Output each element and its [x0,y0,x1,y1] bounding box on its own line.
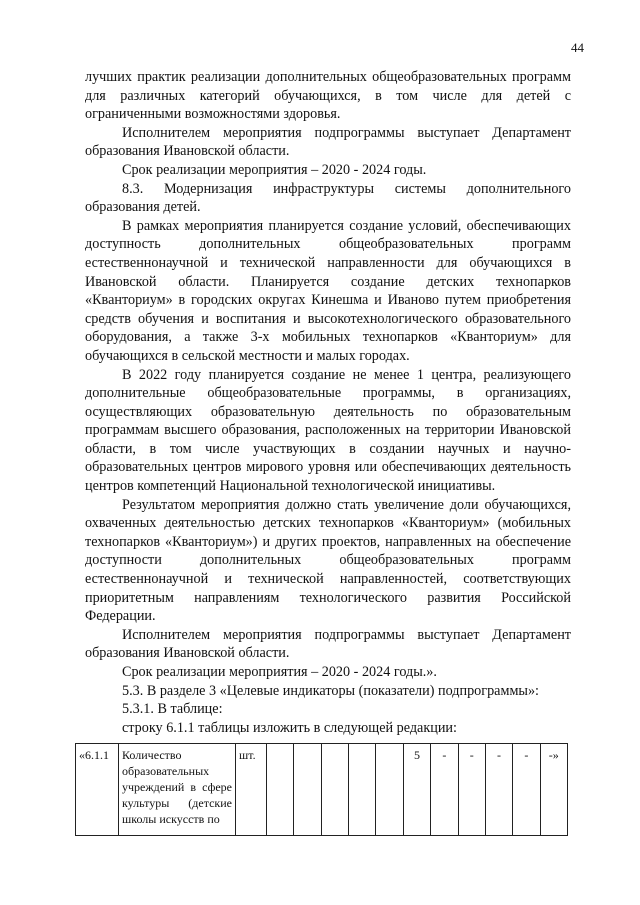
indicator-table [75,743,568,836]
row-code: «6.1.1 [76,744,119,836]
section-heading-8-3: 8.3. Модернизация инфраструктуры системы дополнительного образования детей. [85,180,571,216]
table-cell: - [458,744,485,836]
table-cell: - [513,744,540,836]
table-cell: - [431,744,458,836]
table-cell [349,744,376,836]
document-body [85,68,571,737]
paragraph-continuation: лучших практик реализации дополнительных общеобразовательных программ для различных категорий обучающихся, в том числе для детей с ограниченными возможностями здоровья. [85,69,571,123]
paragraph-result: Результатом мероприятия должно стать увеличение доли обучающихся, охваченных деятельностью детских технопарков «Кванториум» (мобильных технопарков «Кванториум») и других проектов, направленных на обеспечение доступности дополнительных общеобразовательных программ естественнонаучной и технической направленностей, соответствующих приоритетным направлениям технологического развития Российской Федерации. [85,496,571,625]
paragraph-executor-2: Исполнителем мероприятия подпрограммы выступает Департамент образования Ивановской области. [85,626,571,662]
table-cell: 5 [403,744,430,836]
indicator-table-grid [75,743,568,836]
paragraph-executor: Исполнителем мероприятия подпрограммы выступает Департамент образования Ивановской области. [85,124,571,160]
paragraph-deadline: Срок реализации мероприятия – 2020 - 2024 годы. [122,161,427,178]
paragraph-activity-description: В рамках мероприятия планируется создание условий, обеспечивающих доступность дополнительных общеобразовательных программ естественнонаучной и технической направленности для обучающихся в Ивановской области. Планируется создание детских технопарков «Кванториум» в городских округах Кинешма и Иваново путем приобретения средств обучения и воспитания и высокотехнологического образовательного оборудования, а также 3-х мобильных технопарков «Кванториум» для обучающихся в сельской местности и малых городах. [85,217,571,364]
table-cell [376,744,403,836]
table-cell: - [485,744,512,836]
section-5-3-1: 5.3.1. В таблице: [122,701,223,718]
table-cell [294,744,321,836]
page-number: 44 [571,40,584,55]
row-name: Количество образовательных учреждений в сфере культуры (детские школы искусств по [119,744,236,836]
instruction-line: строку 6.1.1 таблицы изложить в следующей редакции: [122,719,457,736]
table-cell [321,744,348,836]
section-5-3: 5.3. В разделе 3 «Целевые индикаторы (показатели) подпрограммы»: [122,682,539,699]
row-unit: шт. [236,744,267,836]
table-row [76,744,568,836]
table-cell: -» [540,744,567,836]
paragraph-2022-plan: В 2022 году планируется создание не менее 1 центра, реализующего дополнительные общеобразовательные программы, в организациях, осуществляющих образовательную деятельность по образовательным программам высшего образования, расположенных на территории Ивановской области, в том числе участвующих в создании научных и научно-образовательных центров мирового уровня или обеспечивающих деятельность центров компетенций Национальной технологической инициативы. [85,366,571,495]
table-cell [267,744,294,836]
paragraph-deadline-2: Срок реализации мероприятия – 2020 - 2024 годы.». [122,664,437,680]
